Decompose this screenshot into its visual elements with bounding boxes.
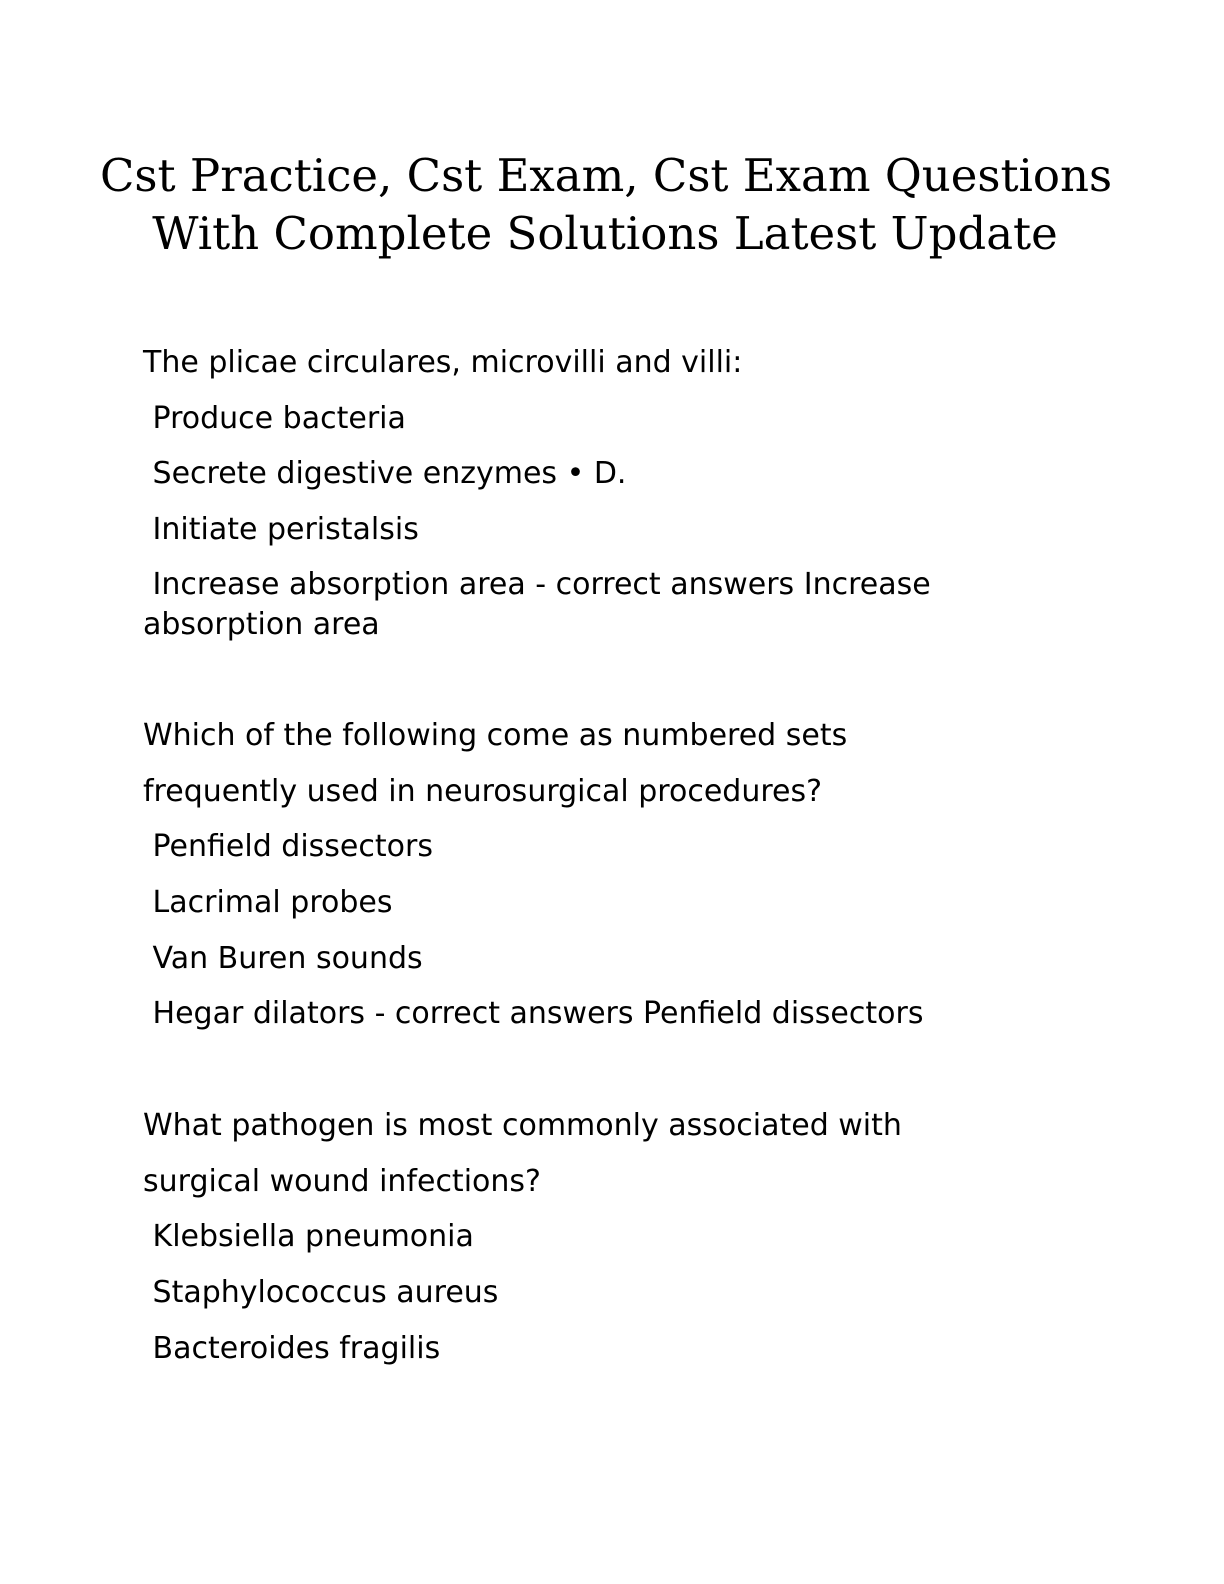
question-3-option: Staphylococcus aureus — [143, 1275, 499, 1310]
question-3-stem: What pathogen is most commonly associated with — [143, 1108, 902, 1143]
question-1-stem: The plicae circulares, microvilli and villi: — [143, 345, 743, 380]
question-1-option: Secrete digestive enzymes • D. — [143, 456, 627, 491]
document-title-line-1: Cst Practice, Cst Exam, Cst Exam Questions — [100, 149, 1113, 202]
question-3-option: Bacteroides fragilis — [143, 1331, 441, 1366]
question-2-answer: Hegar dilators - correct answers Penfield dissectors — [143, 996, 924, 1031]
question-2-option: Van Buren sounds — [143, 941, 423, 976]
question-1-option: Initiate peristalsis — [143, 512, 419, 547]
question-2-option: Penfield dissectors — [143, 829, 433, 864]
question-2-stem-continued: frequently used in neurosurgical procedures? — [143, 774, 823, 809]
document-title-line-2: With Complete Solutions Latest Update — [152, 207, 1058, 260]
question-2-stem: Which of the following come as numbered sets — [143, 718, 848, 753]
question-1-answer: Increase absorption area - correct answers Increase — [143, 567, 931, 602]
question-3-option: Klebsiella pneumonia — [143, 1219, 474, 1254]
question-2-option: Lacrimal probes — [143, 885, 393, 920]
question-1-answer-continued: absorption area — [143, 607, 380, 642]
question-3-stem-continued: surgical wound infections? — [143, 1164, 541, 1199]
question-1-option: Produce bacteria — [143, 401, 406, 436]
